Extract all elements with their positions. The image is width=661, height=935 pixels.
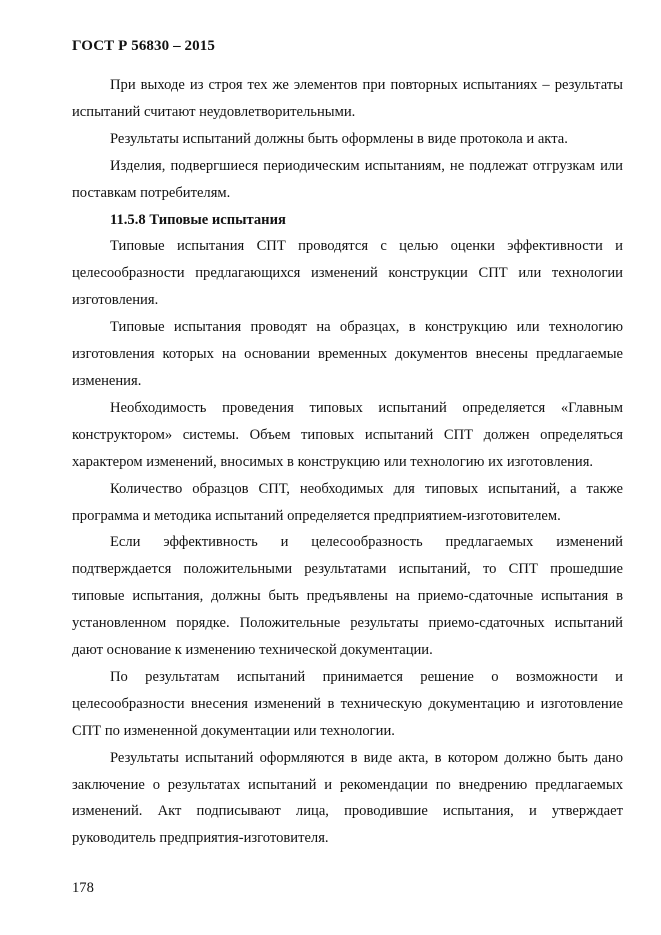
- paragraph: Изделия, подвергшиеся периодическим испытаниям, не подлежат отгрузкам или поставкам потребителям.: [72, 157, 623, 201]
- page-number: 178: [72, 880, 94, 896]
- paragraph: По результатам испытаний принимается решение о возможности и целесообразности внесения изменений в техническую документацию и изготовление СПТ по измененной документации или технологии.: [72, 668, 623, 739]
- paragraph: Количество образцов СПТ, необходимых для типовых испытаний, а также программа и методика испытаний определяется предприятием-изготовителем.: [72, 480, 623, 524]
- document-header: ГОСТ Р 56830 – 2015: [72, 38, 215, 54]
- section-heading: 11.5.8 Типовые испытания: [110, 211, 286, 228]
- document-body: [72, 72, 623, 852]
- paragraph: Результаты испытаний должны быть оформлены в виде протокола и акта.: [110, 130, 568, 147]
- paragraph: Если эффективность и целесообразность предлагаемых изменений подтверждается положительными результатами испытаний, то СПТ прошедшие типовые испытания, должны быть предъявлены на приемо-сдаточные испытания в установленном порядке. Положительные результаты приемо-сдаточных испытаний дают основание к изменению технической документации.: [72, 534, 623, 659]
- paragraph: Результаты испытаний оформляются в виде акта, в котором должно быть дано заключение о результатах испытаний и рекомендации по внедрению предлагаемых изменений. Акт подписывают лица, проводившие испытания, и утверждает руководитель предприятия-изготовителя.: [72, 749, 623, 847]
- paragraph: Необходимость проведения типовых испытаний определяется «Главным конструктором» системы. Объем типовых испытаний СПТ должен определяться характером изменений, вносимых в конструкцию или технологию их изготовления.: [72, 399, 623, 470]
- paragraph: Типовые испытания проводят на образцах, в конструкцию или технологию изготовления которых на основании временных документов внесены предлагаемые изменения.: [72, 319, 623, 389]
- paragraph: Типовые испытания СПТ проводятся с целью оценки эффективности и целесообразности предлагающихся изменений конструкции СПТ или технологии изготовления.: [72, 238, 623, 309]
- paragraph: При выходе из строя тех же элементов при повторных испытаниях – результаты испытаний считают неудовлетворительными.: [72, 77, 623, 120]
